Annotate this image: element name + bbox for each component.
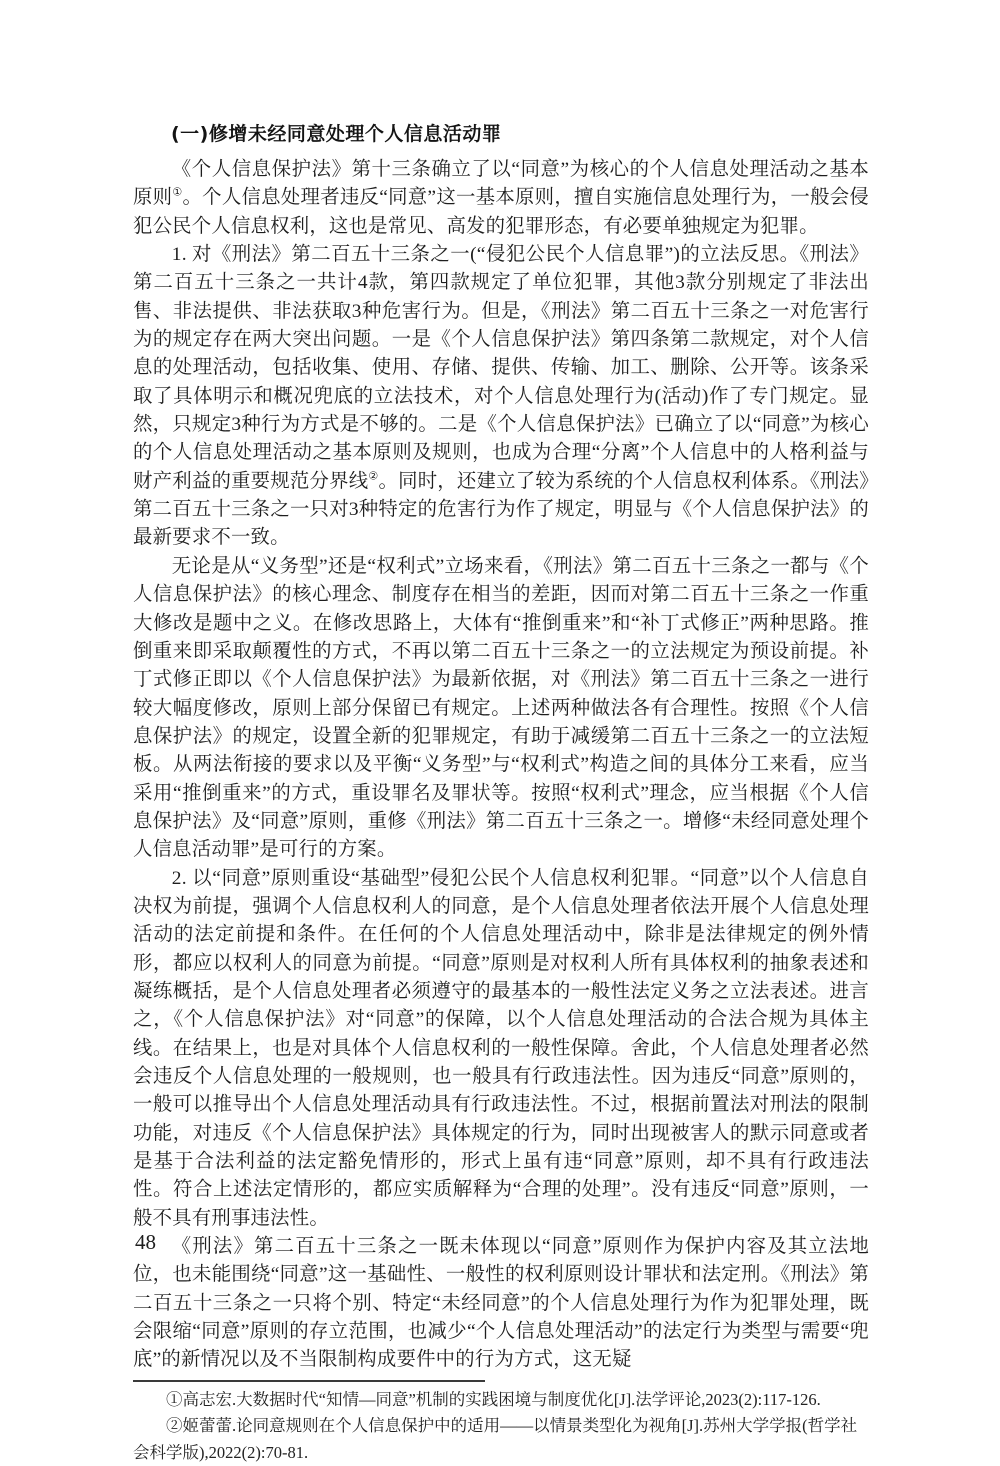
body-paragraph: 《刑法》第二百五十三条之一既未体现以“同意”原则作为保护内容及其立法地位，也未能围绕“同意”这一基础性、一般性的权利原则设计罪状和法定刑。《刑法》第二百五十三条之一只将个别、特定“未经同意”的个人信息处理行为作为犯罪处理，既会限缩“同意”原则的存立范围，也减少“个人信息处理活动”的法定行为类型与需要“兜底”的新情况以及不当限制构成要件中的行为方式，这无疑 <box>133 1236 869 1371</box>
body-paragraph: 1. 对《刑法》第二百五十三条之一(“侵犯公民个人信息罪”)的立法反思。《刑法》第二百五十三条之一共计4款，第四款规定了单位犯罪，其他3款分别规定了非法出售、非法提供、非法获取3种危害行为。但是，《刑法》第二百五十三条之一对危害行为的规定存在两大突出问题。一是《个人信息保护法》第四条第二款规定，对个人信息的处理活动，包括收集、使用、存储、提供、传输、加工、删除、公开等。该条采取了具体明示和概况兜底的立法技术，对个人信息处理行为(活动)作了专门规定。显然，只规定3种行为方式是不够的。二是《个人信息保护法》已确立了以“同意”为核心的个人信息处理活动之基本原则及规则，也成为合理“分离”个人信息中的人格利益与财产利益的重要规范分界线②。同时，还建立了较为系统的个人信息权利体系。《刑法》第二百五十三条之一只对3种特定的危害行为作了规定，明显与《个人信息保护法》的最新要求不一致。 <box>133 244 869 549</box>
footnote-divider <box>133 1380 485 1382</box>
footnote: ①高志宏.大数据时代“知情—同意”机制的实践困境与制度优化[J].法学评论,2023(2):117-126. <box>166 1389 821 1409</box>
body-paragraph: 无论是从“义务型”还是“权利式”立场来看，《刑法》第二百五十三条之一都与《个人信息保护法》的核心理念、制度存在相当的差距，因而对第二百五十三条之一作重大修改是题中之义。在修改思路上，大体有“推倒重来”和“补丁式修正”两种思路。推倒重来即采取颠覆性的方式，不再以第二百五十三条之一的立法规定为预设前提。补丁式修正即以《个人信息保护法》为最新依据，对《刑法》第二百五十三条之一进行较大幅度修改，原则上部分保留已有规定。上述两种做法各有合理性。按照《个人信息保护法》的规定，设置全新的犯罪规定，有助于减缓第二百五十三条之一的立法短板。从两法衔接的要求以及平衡“义务型”与“权利式”构造之间的具体分工来看，应当采用“推倒重来”的方式，重设罪名及罪状等。按照“权利式”理念，应当根据《个人信息保护法》及“同意”原则，重修《刑法》第二百五十三条之一。增修“未经同意处理个人信息活动罪”是可行的方案。 <box>133 555 869 861</box>
body-paragraph: 《个人信息保护法》第十三条确立了以“同意”为核心的个人信息处理活动之基本原则①。个人信息处理者违反“同意”这一基本原则，擅自实施信息处理行为，一般会侵犯公民个人信息权利，这也是常见、高发的犯罪形态，有必要单独规定为犯罪。 <box>133 159 869 237</box>
page-content <box>133 120 869 1466</box>
body-paragraph: 2. 以“同意”原则重设“基础型”侵犯公民个人信息权利犯罪。“同意”以个人信息自决权为前提，强调个人信息权利人的同意，是个人信息处理者依法开展个人信息处理活动的法定前提和条件。在任何的个人信息处理活动中，除非是法律规定的例外情形，都应以权利人的同意为前提。“同意”原则是对权利人所有具体权利的抽象表述和凝练概括，是个人信息处理者必须遵守的最基本的一般性法定义务之立法表述。进言之，《个人信息保护法》对“同意”的保障，以个人信息处理活动的合法合规为具体主线。在结果上，也是对具体个人信息权利的一般性保障。舍此，个人信息处理者必然会违反个人信息处理的一般规则，也一般具有行政违法性。因为违反“同意”原则的，一般可以推导出个人信息处理活动具有行政违法性。不过，根据前置法对刑法的限制功能，对违反《个人信息保护法》具体规定的行为，同时出现被害人的默示同意或者是基于合法利益的法定豁免情形的，形式上虽有违“同意”原则，却不具有行政违法性。符合上述法定情形的，都应实质解释为“合理的处理”。没有违反“同意”原则，一般不具有刑事违法性。 <box>133 867 869 1229</box>
footnotes <box>133 1387 869 1466</box>
section-heading: (一)修增未经同意处理个人信息活动罪 <box>171 123 502 145</box>
body-text <box>133 156 869 1375</box>
page-number: 48 <box>135 1230 156 1254</box>
footnote: ②姬蕾蕾.论同意规则在个人信息保护中的适用——以情景类型化为视角[J].苏州大学学报(哲学社会科学版),2022(2):70-81. <box>133 1416 858 1462</box>
